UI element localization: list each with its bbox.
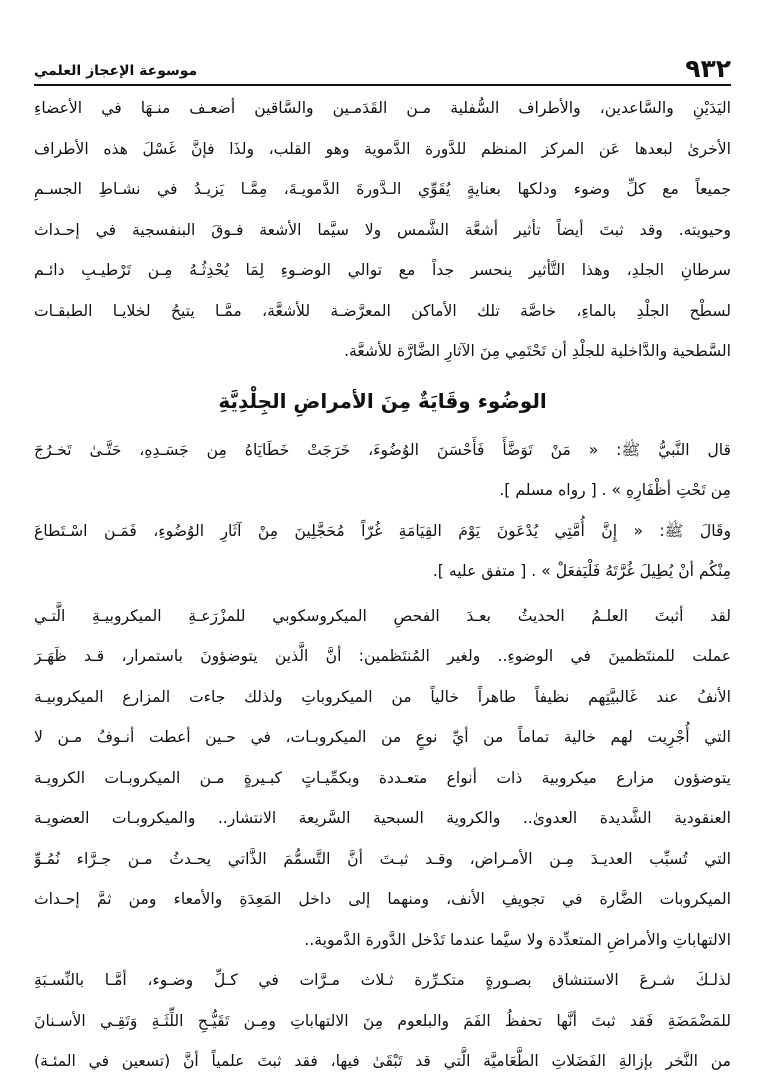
text-line: لذلـكَ شـرعَ الاستنشاق بصـورةٍ متكـرِّرة ثـلاث مـرَّات في كـلِّ وضـوء، أمَّـا بالنِّسـبَةِ <box>34 971 731 989</box>
text-line: اليَدَيْنِ والسَّاعدين، والأطراف السُّفلية مـن القَدَمـين والسَّاقين أضعـف منـهَا في الأعضاءِ <box>34 99 731 117</box>
text-line: الالتهاباتِ والأمراضِ المتعدِّدة ولا سيَّما عندما تَدْخل الدَّورة الدَّموية.. <box>304 930 731 949</box>
section-heading: الوضُوء وقَايَةٌ مِنَ الأمراضِ الجِلْدِيَّةِ <box>218 388 547 413</box>
text-line: التي أُجْرِيت لهم خالية تماماً من أيِّ نوعٍ من الميكروبـات، في حـين أعطت أنـوفُ مـن لا <box>34 728 731 746</box>
text-line: وحيويته. وقد ثبتَ أيضاً تأثير أشعَّة الشَّمس ولا سيَّما الأشعة فـوقَ البنفسجية في إحـداث <box>34 220 731 239</box>
running-title: موسوعة الإعجاز العلمي <box>34 63 198 79</box>
text-line: العنقودية الشَّديدة العدوىٰ.. والكروية السبحية السَّريعة الانتشار.. والميكروبـات العضويـة <box>34 809 731 827</box>
text-line: التي تُسبِّب العديـدَ مِـن الأمـراض، وقـد ثبـتَ أنَّ التَّسمُّمَ الذَّاتي يحـدثُ مـن جـرَّاء نُمُـوِّ <box>34 849 731 868</box>
text-line: قال النَّبيُّ ﷺ: « مَنْ تَوَضَّأَ فَأَحْسَنَ الوُضُوءَ، خَرَجَتْ خَطَايَاهُ مِن جَسَـدِهِ، حَتَّـىٰ تَخـرُجَ <box>34 440 731 459</box>
text-line: الأخرىٰ لبعدها عَن المركز المنظم للدَّورة الدَّموية وهو القلب، ولذَا فإنَّ غَسْلَ هذه الأطراف <box>34 139 731 158</box>
text-line: مِن تَحْتِ أظْفَارِهِ » . [ رواه مسلم ]. <box>499 481 731 499</box>
page-body <box>34 88 731 1082</box>
text-line: مِنْكُم أنْ يُطِيلَ غُرَّتَهُ فَلْيَفعَلْ » . [ متفق عليه ]. <box>432 562 731 580</box>
page-number: ٩٣٢ <box>685 54 731 83</box>
text-line: عملت للمنتَظمينَ في الوضوءِ.. ولغير المُنتَظمين: أنَّ الَّذين يتوضؤونَ باستمرار، قـد ظَهَـرَ <box>34 647 731 665</box>
text-line: لقد أثبتَ العلـمُ الحديثُ بعـدَ الفحصِ الميكروسكوبي للمزْرَعـةِ الميكروبيـةِ الَّتـي <box>34 606 731 625</box>
paragraph-rinsing <box>34 960 731 1082</box>
text-line: وقَالَ ﷺ: « إِنَّ أُمَّتِي يُدْعَونَ يَوْمَ القِيَامَةِ غُرّاً مُحَجَّلِينَ مِنْ آثَارِ الوُضُوءِ، فَمَـن اسْـتَطاعَ <box>34 521 731 540</box>
text-line: للمَضْمَضَةِ فَقد ثبتَ أنَّها تحفظُ الفَمَ والبلعوم مِنَ الالتهاباتِ ومِـن تَقَيُّـحِ اللِّثَـةِ وَتَقِـي الأسـنانَ <box>34 1011 731 1030</box>
text-line: يتوضؤون مزارع ميكروبية ذات أنواع متعـددة وبكمِّيـاتٍ كبـيرةٍ مـن الميكروبـات الكرويـة <box>34 768 731 787</box>
text-line: الأنفُ عند غَالبيَّتِهم نظيفاً طاهراً خالياً من الميكروباتِ ولذلك جاءت المزارع الميكروبيـة <box>34 687 731 706</box>
text-line: الميكروبات الضَّارة في تجويفِ الأنف، ومنهما إلى داخل المَعِدَةِ والأمعاء ومن ثمَّ إحـداث <box>34 890 731 908</box>
text-line: لسطْح الجلْدِ بالماءِ، خاصَّة تلك الأماكن المعرَّضـة للأشعَّة، ممَّـا يتيحُ لخلايـا الطبقـات <box>34 301 731 320</box>
paragraph-microbial-study <box>34 596 731 961</box>
text-line: السَّطحية والدَّاخلية للجلْدِ أن تَحْتَمِي مِنَ الآثارِ الضَّارَّة للأشعَّة. <box>344 342 731 360</box>
text-line: جميعاً مع كلِّ وضوء ودلكها بعنايةٍ يُقَوِّي الـدَّورةَ الدَّمويـةَ، مِمَّـا يَزيـدُ في نشـاطِ الجسـمِ <box>34 180 731 198</box>
text-line: من النَّخر بإزالةِ الفَضَلاتِ الطَّعَاميَّة الَّتي قد تَبْقَىٰ فيها، فقد ثبتَ علمياً أنَّ (تسعين في المئـة) <box>34 1052 731 1070</box>
text-line: سرطانِ الجلدِ، وهذا التَّأثير ينحسر جداً مع توالي الوضـوءِ لِمَا يُحْدِثُـهُ مِـن تَرْطيـبِ دائـم <box>34 261 731 279</box>
page-header <box>34 52 731 86</box>
hadith-quote-2 <box>34 511 731 592</box>
hadith-quote-1 <box>34 430 731 511</box>
paragraph-ablution-limbs <box>34 88 731 372</box>
